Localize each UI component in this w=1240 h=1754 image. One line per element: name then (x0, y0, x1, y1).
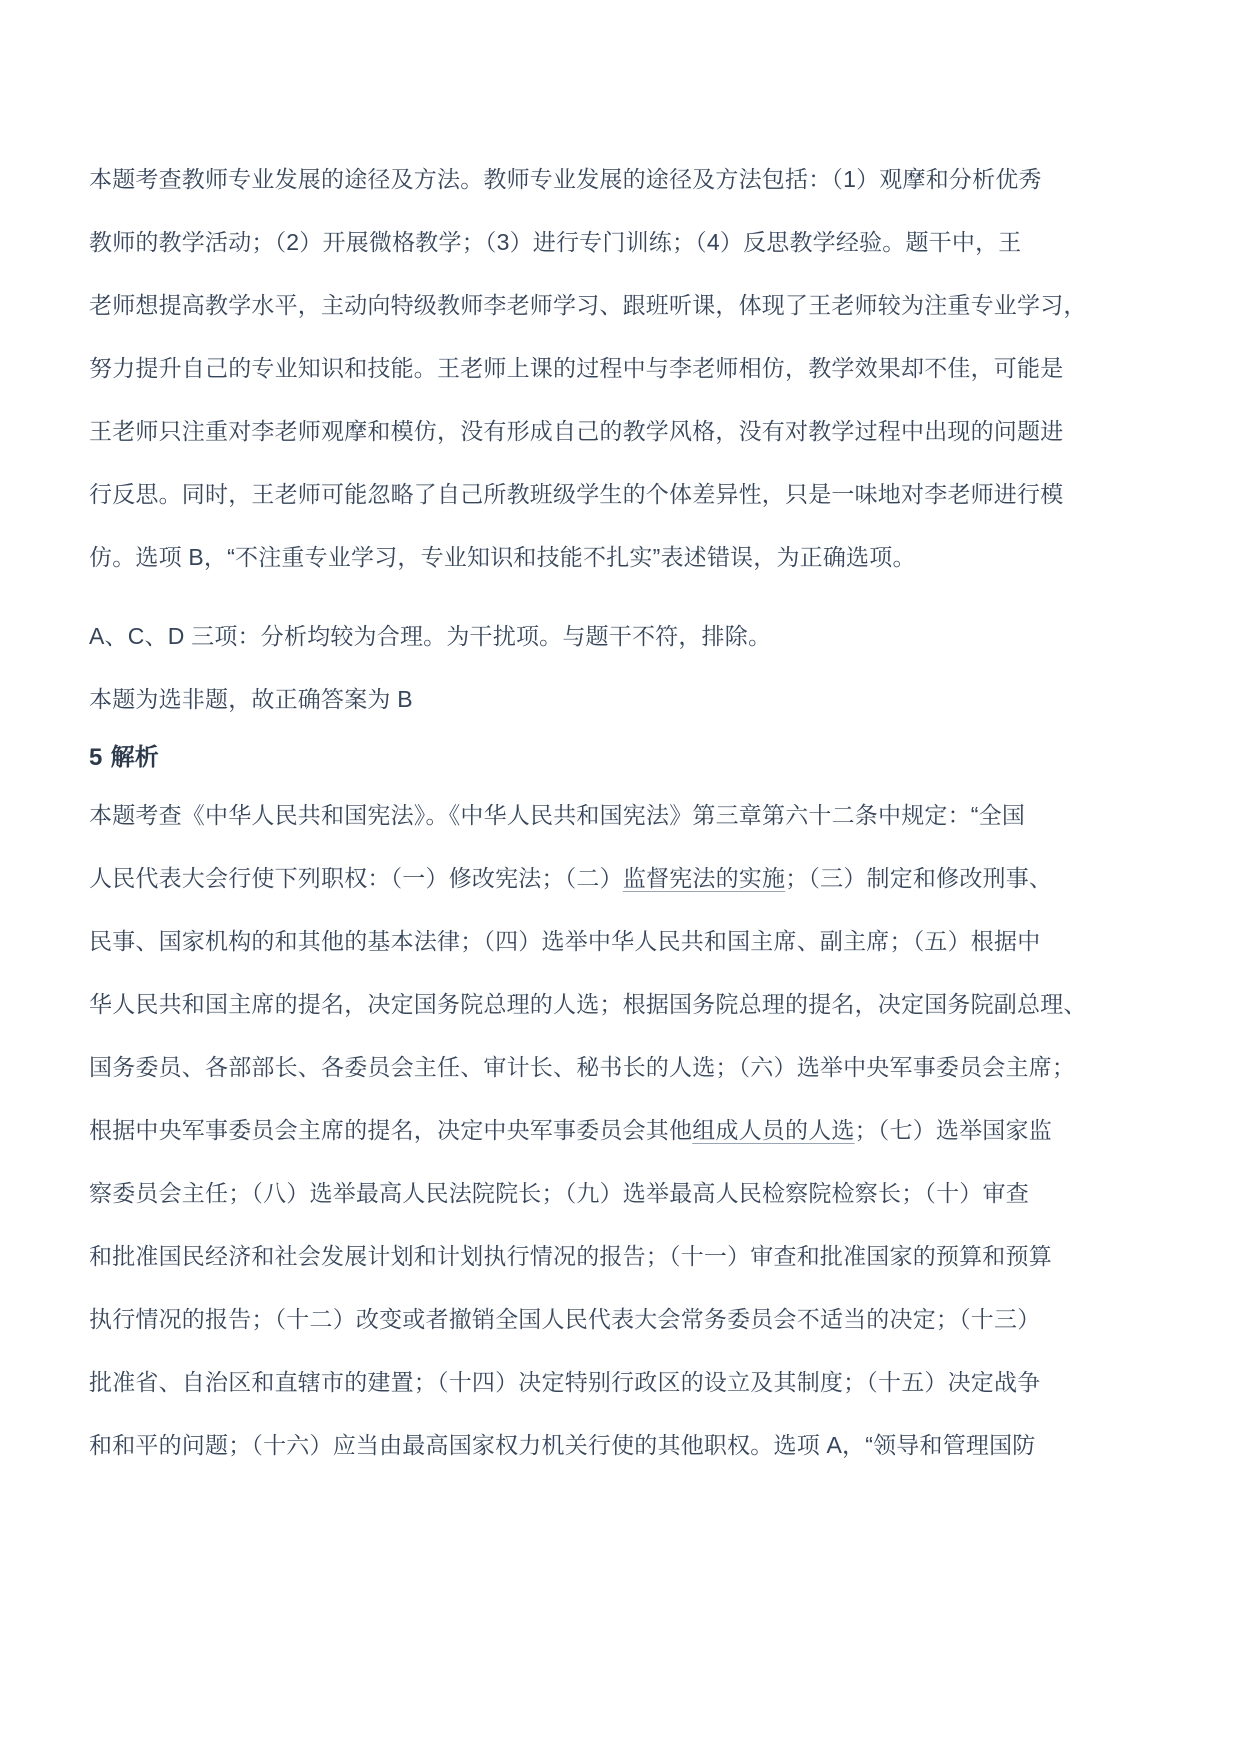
heading-label: 解析 (110, 744, 159, 771)
text-line: 行反思。同时，王老师可能忽略了自己所教班级学生的个体差异性，只是一味地对李老师进行模 (89, 481, 1064, 507)
q4-explanation-paragraph (89, 148, 1159, 589)
text-line: 国务委员、各部部长、各委员会主任、审计长、秘书长的人选；（六）选举中央军事委员会主席； (89, 1054, 1076, 1080)
text-line: 本题考查《中华人民共和国宪法》。《中华人民共和国宪法》第三章第六十二条中规定：“全国 (89, 802, 1026, 828)
text-line: 人民代表大会行使下列职权：（一）修改宪法；（二）监督宪法的实施；（三）制定和修改刑事、 (89, 865, 1053, 891)
text-line: 老师想提高教学水平，主动向特级教师李老师学习、跟班听课，体现了王老师较为注重专业学习， (89, 292, 1087, 318)
text-line: A、C、D 三项：分析均较为合理。为干扰项。与题干不符，排除。 (89, 623, 772, 649)
q4-conclusion-paragraph (89, 668, 1159, 731)
text-line: 华人民共和国主席的提名，决定国务院总理的人选；根据国务院总理的提名，决定国务院副总理、 (89, 991, 1087, 1017)
q5-section-heading (89, 731, 1159, 784)
text-line: 王老师只注重对李老师观摩和模仿，没有形成自己的教学风格，没有对教学过程中出现的问题进 (89, 418, 1064, 444)
q5-explanation-paragraph (89, 784, 1159, 1477)
text-line: 仿。选项 B，“不注重专业学习，专业知识和技能不扎实”表述错误，为正确选项。 (89, 544, 916, 570)
text-line: 本题为选非题，故正确答案为 B (89, 686, 413, 712)
text-line: 和和平的问题；（十六）应当由最高国家权力机关行使的其他职权。选项 A，“领导和管理国防 (89, 1432, 1036, 1458)
question-number: 5 (89, 744, 103, 771)
text-line: 教师的教学活动；（2）开展微格教学；（3）进行专门训练；（4）反思教学经验。题干中，王 (89, 229, 1022, 255)
text-line: 民事、国家机构的和其他的基本法律；（四）选举中华人民共和国主席、副主席；（五）根据中 (89, 928, 1041, 954)
text-line: 和批准国民经济和社会发展计划和计划执行情况的报告；（十一）审查和批准国家的预算和预算 (89, 1243, 1052, 1269)
document-page (89, 148, 1159, 1477)
text-line: 努力提升自己的专业知识和技能。王老师上课的过程中与李老师相仿，教学效果却不佳，可能是 (89, 355, 1064, 381)
q4-distractor-analysis-paragraph (89, 605, 1159, 668)
text-line: 批准省、自治区和直辖市的建置；（十四）决定特别行政区的设立及其制度；（十五）决定战争 (89, 1369, 1041, 1395)
text-line: 察委员会主任；（八）选举最高人民法院院长；（九）选举最高人民检察院检察长；（十）审查 (89, 1180, 1029, 1206)
text-line: 本题考查教师专业发展的途径及方法。教师专业发展的途径及方法包括：（1）观摩和分析优秀 (89, 166, 1042, 192)
text-line: 执行情况的报告；（十二）改变或者撤销全国人民代表大会常务委员会不适当的决定；（十三） (89, 1306, 1041, 1332)
text-line: 根据中央军事委员会主席的提名，决定中央军事委员会其他组成人员的人选；（七）选举国家监 (89, 1117, 1052, 1143)
